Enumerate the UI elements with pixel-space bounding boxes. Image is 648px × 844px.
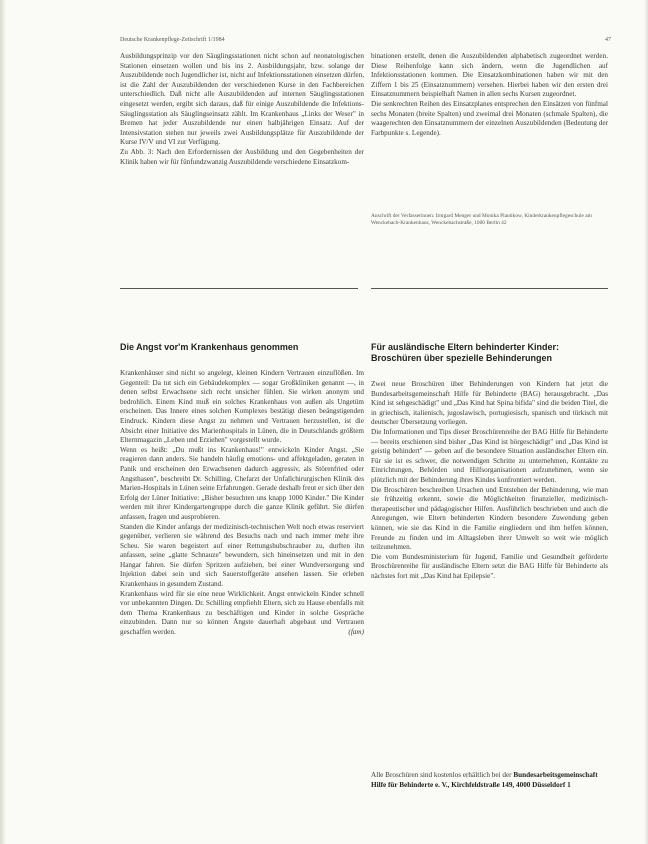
article-paragraph (120, 590, 364, 638)
top-left-paragraph: Ausbildungsprinzip vor den Säuglingsstationen nicht schon auf neonatologischen Stationen einsetzen wollen und bis ins 2. Ausbildungsjahr, bzw. solange der Auszubildende noch Jugendlicher ist, nicht auf Infektionsstationen einsetzen dürfen, ist die Zahl der Auszubildenden der verschiedenen Kurse in den Fachbereichen unterschiedlich. Daß nicht alle Auszubildenden auf internen Säuglingsstationen eingesetzt werden, ergibt sich daraus, daß für einige Auszubildende die Infektions-Säuglingsstation als Säuglingseinsatz zählt. Im Krankenhaus „Links der Weser" in Bremen hat jeder Auszubildende nur einen halbjährigen Einsatz. Auf der Intensivstation stehen nur jeweils zwei Ausbildungsplätze für Auszubildende der Kurse IV/V und VI zur Verfügung. (120, 52, 364, 147)
running-header (120, 37, 611, 47)
top-left-paragraph: Zu Abb. 3: Nach den Erfordernissen der Ausbildung und den Gegebenheiten der Klinik haben wir für fünfundzwanzig Auszubildende verschiedene Einsatzkom- (120, 147, 364, 166)
scan-edge-left (0, 0, 6, 844)
ordering-info (371, 771, 608, 790)
article-paragraph: Die Broschüren beschreiben Ursachen und Entstehen der Behinderung, wie man sie frühzeitig erkennt, sowie die Möglichkeiten finanzieller, medizinisch-therapeutischer und pädagogischer Hilfen. Ausführlich beschrieben und auch die Anregungen, wie Eltern behinderten Kindern besondere Zuwendung geben können, wie sie das Kind in die Familie eingliedern und ihm helfen können, Freunde zu finden und im Alltagsleben ihrer Umwelt so weit wie möglich teilzunehmen. (371, 485, 608, 552)
article-paragraph-text: Krankenhaus wird für sie eine neue Wirklichkeit. Angst entwickeln Kinder schnell vor unbekannten Dingen. Dr. Schilling empfiehlt Eltern, sich zu Hause ebenfalls mit dem Thema Krankenhaus zu beschäftigen und Kinder in solche Gespräche einzubinden. Dann nur so können Ängste dauerhaft abgebaut und Vertrauen geschaffen werden. (120, 589, 364, 637)
section-divider-right (371, 288, 608, 289)
article-paragraph: Zwei neue Broschüren über Behinderungen von Kindern hat jetzt die Bundesarbeitsgemeinschaft Hilfe für Behinderte (BAG) herausgebracht. „Das Kind ist sehgeschädigt" und „Das Kind hat Spina bifida" sind die beiden Titel, die in griechisch, italienisch, jugoslawisch, portugiesisch, spanisch und türkisch mit deutscher Übersetzung vorliegen. (371, 380, 608, 427)
top-column-left (120, 52, 364, 167)
article-paragraph: Standen die Kinder anfangs der medizinisch-technischen Welt noch etwas reserviert gegenüber, verlieren sie während des Besuchs nach und nach immer mehr ihre Scheu. Sie waren begeistert auf einer Rettungshubschrauber zu, durften ihn anfassen, seine „glatte Schnauze" bewundern, sich hineinsetzen und mit in den Hangar fahren. Sie dürfen Spritzen aufziehen, bei einer Wundversorgung und Injektion dabei sein und sich Sauerstoffgeräte ansehen lassen. Sie erleben Krankenhaus in gesundem Zustand. (120, 522, 364, 589)
top-right-paragraph: binationen erstellt, denen die Auszubildenden alphabetisch zugeordnet werden. Diese Reihenfolge kann sich ändern, wenn die Jugendlichen auf Infektionsstationen kommen. Die Einsatzkombinationen haben wir mit den Ziffern 1 bis 25 (Einsatznummern) versehen. Hierbei haben wir den ersten drei Einsatznummern beispielhaft Namen in allen sechs Kursen zugeordnet. (371, 52, 608, 99)
author-address: Anschrift der Verfasserinnen: Irmgard Menger und Monika Plantikow, Kinderkrankenpflegeschule am Wenckebach-Krankenhaus, Wenckebachstraße, 1000 Berlin 42 (371, 213, 592, 226)
article-title-right: Für ausländische Eltern behinderter Kinder: Broschüren über spezielle Behinderungen (371, 342, 560, 363)
article-paragraph: Wenn es heißt: „Du mußt ins Krankenhaus!" entwickeln Kinder Angst. „Sie reagieren dann anders. Sie handeln häufig emotions- und affektgeladen, geraten in Panik und erscheinen den Erwachsenen dadurch aggressiv, als Störenfried oder Angsthasen", beschreibt Dr. Schilling, Chefarzt der Unfallchirurgischen Klinik des Marien-Hospitals in Lünen seine Erfahrungen. Gerade deshalb freut er sich über den Erfolg der Lüner Initiative: „Bisher besuchten uns knapp 1000 Kinder." Die Kinder werden mit ihrer Kindergartengruppe durch die ganze Klinik geführt. Sie dürfen anfassen, fragen und ausprobieren. (120, 445, 364, 521)
article-paragraph: Krankenhäuser sind nicht so angelegt, kleinen Kindern Vertrauen einzuflößen. Im Gegenteil: Da tut sich ein Gebäudekomplex — sogar Großkliniken genannt —, in denen selbst Erwachsene sich recht unsicher fühlen. Sie wirken anonym und bedrohlich. Einem Kind muß ein solches Krankenhaus von außen als Ungetüm erscheinen. Das Innere eines solchen Komplexes bestätigt diesen beängstigenden Eindruck. Kindern diese Angst zu nehmen und Vertrauen herzustellen, ist die Absicht einer Initiative des Marienhospitals in Lünen, die in Deutschlands größtem Elternmagazin „Leben und Erziehen" vorgestellt wurde. (120, 369, 364, 445)
article-paragraph: Die Informationen und Tips dieser Broschürenreihe der BAG Hilfe für Behinderte — bereits erschienen sind bisher „Das Kind ist hörgeschädigt" und „Das Kind ist geistig behindert" — geben auf die besondere Situation ausländischer Eltern ein. Für sie ist es schwer, die notwendigen Schritte zu unternehmen, Kontakte zu Einrichtungen, Behörden und Hilfsorganisationen aufzunehmen, wenn sie plötzlich mit der Behinderung ihres Kindes konfrontiert werden. (371, 427, 608, 484)
article-title-left: Die Angst vor'm Krankenhaus genommen (120, 342, 299, 352)
journal-name: Deutsche Krankenpflege-Zeitschrift 1/1984 (120, 37, 225, 43)
top-right-paragraph: Die senkrechten Reihen des Einsatzplanes entsprechen den Einsätzen von fünfmal sechs Monaten (breite Spalten) und zweimal drei Monaten (schmale Spalten), die waagerechten den Einsatznummern der einzelnen Auszubildenden (Bedeutung der Farbpunkte s. Legende). (371, 99, 608, 137)
article-paragraph: Die vom Bundesministerium für Jugend, Familie und Gesundheit geförderte Broschürenreihe für ausländische Eltern setzt die BAG Hilfe für Behinderte als nächstes fort mit „Das Kind hat Epilepsie". (371, 552, 608, 580)
author-signature: (fam) (348, 628, 364, 637)
ordering-info-text: Alle Broschüren sind kostenlos erhältlich bei der (371, 771, 512, 779)
article-body-left (120, 369, 364, 638)
page-number: 47 (605, 37, 611, 43)
section-divider-left (120, 288, 358, 289)
ordering-address: Bundesarbeitsgemeinschaft Hilfe für Behinderte e. V., Kirchfeldstraße 149, 4000 Düsseldorf 1 (371, 771, 598, 789)
top-column-right (371, 52, 608, 138)
scan-edge-right (644, 0, 648, 844)
article-body-right (371, 380, 608, 581)
